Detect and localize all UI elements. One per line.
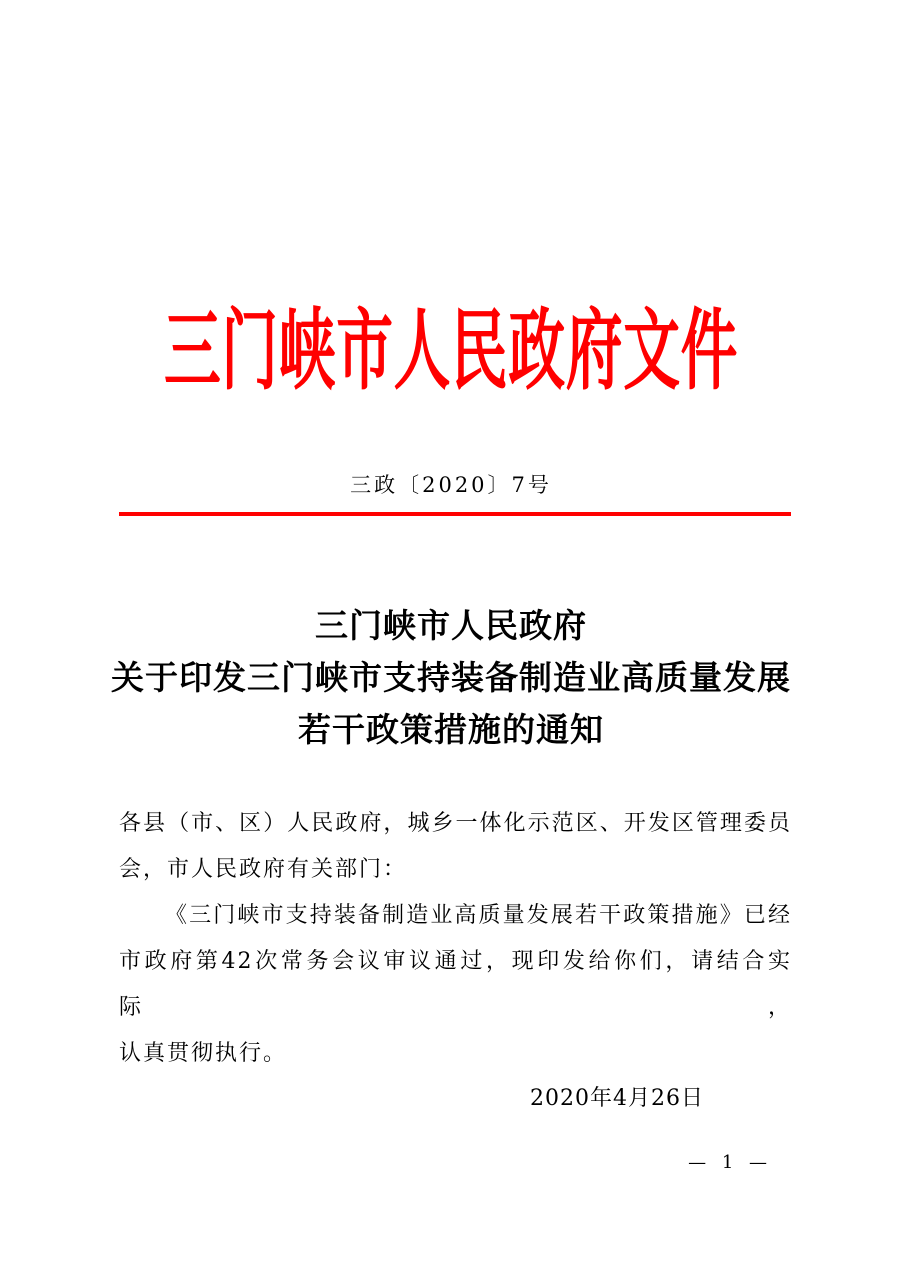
issue-date: 2020年4月26日 bbox=[530, 1086, 704, 1111]
document-title-line-2: 关于印发三门峡市支持装备制造业高质量发展 bbox=[111, 658, 791, 697]
body-line-4: 市政府第42次常务会议审议通过，现印发给你们，请结合实际， bbox=[119, 949, 792, 1020]
body-line-5: 认真贯彻执行。 bbox=[119, 1041, 288, 1066]
body-line-2: 会，市人民政府有关部门： bbox=[119, 857, 408, 882]
body-line-1: 各县（市、区）人民政府，城乡一体化示范区、开发区管理委员 bbox=[119, 811, 792, 836]
red-masthead bbox=[0, 298, 902, 428]
document-title-line-3: 若干政策措施的通知 bbox=[298, 710, 604, 749]
body-text bbox=[119, 801, 792, 1077]
masthead-title: 三门峡市人民政府文件 bbox=[163, 298, 739, 402]
document-number: 三政〔2020〕7号 bbox=[350, 473, 552, 497]
body-line-3: 《三门峡市支持装备制造业高质量发展若干政策措施》已经 bbox=[165, 903, 792, 928]
page-number: — 1 — bbox=[688, 1152, 772, 1173]
document-title-line-1: 三门峡市人民政府 bbox=[315, 606, 587, 645]
red-separator-rule bbox=[119, 512, 791, 516]
document-title bbox=[0, 600, 902, 756]
